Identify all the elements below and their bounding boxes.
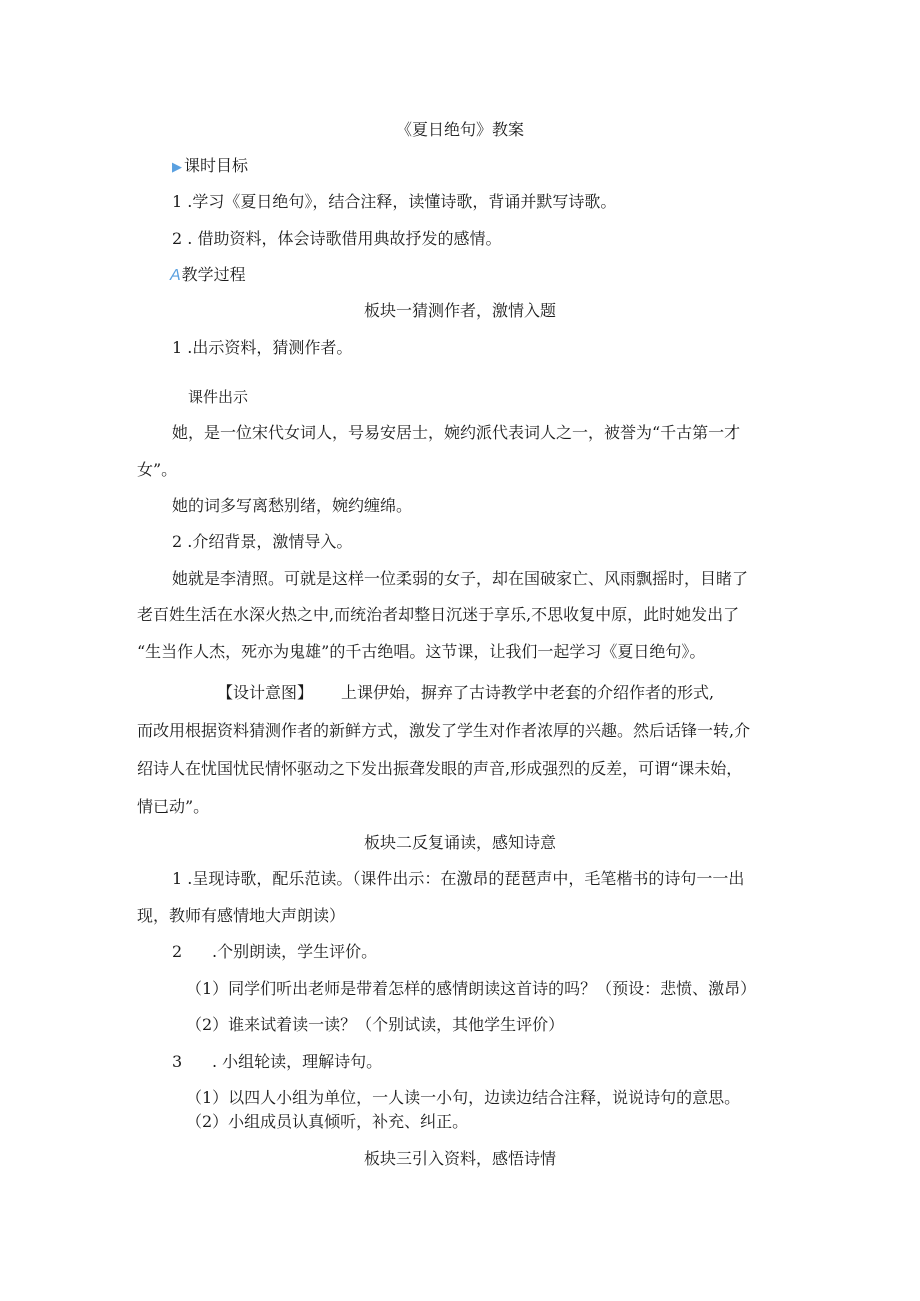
goal-item-1: 1 .学习《夏日绝句》，结合注释，读懂诗歌，背诵并默写诗歌。 xyxy=(172,192,617,211)
block2-step-2 xyxy=(172,942,377,962)
block2-step-3-text: . 小组轮读，理解诗句。 xyxy=(212,1052,383,1071)
block2-title: 板块二反复诵读，感知诗意 xyxy=(363,833,556,852)
block2-step-3-sub-2: （2）小组成员认真倾听，补充、纠正。 xyxy=(186,1112,469,1131)
goal-item-2: 2 . 借助资料，体会诗歌借用典故抒发的感情。 xyxy=(172,229,502,248)
block3-title: 板块三引入资料，感悟诗情 xyxy=(363,1149,556,1168)
block2-step-2-sub-2: （2）谁来试着读一读？（个别试读，其他学生评价） xyxy=(186,1015,565,1034)
design-intent-line-2: 而改用根据资料猜测作者的新鲜方式，激发了学生对作者浓厚的兴趣。然后话锋一转,介 xyxy=(137,721,751,740)
courseware-paragraph-2: 她的词多写离愁别绪，婉约缠绵。 xyxy=(172,496,413,515)
block2-step-2-sub-1: （1）同学们听出老师是带着怎样的感情朗读这首诗的吗？（预设：悲愤、激昂） xyxy=(186,979,757,998)
section-process-label: 教学过程 xyxy=(181,265,246,284)
block2-step-1-line-2: 现，教师有感情地大声朗读） xyxy=(137,906,346,925)
section-marker-icon: A xyxy=(170,267,181,284)
block2-step-2-text: .个别朗读，学生评价。 xyxy=(212,942,378,961)
courseware-paragraph-1-line-1: 她，是一位宋代女词人，号易安居士，婉约派代表词人之一，被誉为“千古第一才 xyxy=(172,423,741,442)
design-intent-line-4: 情已动”。 xyxy=(137,797,210,816)
section-process-heading xyxy=(170,265,246,286)
background-line-2: 老百姓生活在水深火热之中,而统治者却整日沉迷于享乐,不思收复中原，此时她发出了 xyxy=(137,605,740,624)
block2-step-3 xyxy=(172,1052,382,1072)
page-title: 《夏日绝句》教案 xyxy=(395,120,524,139)
block1-title: 板块一猜测作者，激情入题 xyxy=(363,301,556,320)
design-intent-line-1: 上课伊始，摒弃了古诗教学中老套的介绍作者的形式, xyxy=(341,683,715,702)
courseware-paragraph-1-line-2: 女”。 xyxy=(137,460,178,479)
block2-step-3-number: 3 xyxy=(172,1052,183,1071)
section-goals-label: 课时目标 xyxy=(184,156,249,175)
design-intent-label: 【设计意图】 xyxy=(217,683,314,702)
block2-step-2-number: 2 xyxy=(172,942,183,961)
background-line-1: 她就是李清照。可就是这样一位柔弱的女子，却在国破家亡、风雨飘摇时，目睹了 xyxy=(172,569,749,588)
block2-step-1-line-1: 1 .呈现诗歌，配乐范读。（课件出示：在激昂的琵琶声中，毛笔楷书的诗句一一出 xyxy=(172,869,745,888)
block2-step-3-sub-1: （1）以四人小组为单位，一人读一小句，边读边结合注释，说说诗句的意思。 xyxy=(186,1088,741,1107)
block1-step-1: 1 .出示资料，猜测作者。 xyxy=(172,338,353,357)
courseware-label: 课件出示 xyxy=(188,388,249,406)
section-goals-heading xyxy=(172,156,248,178)
triangle-bullet-icon: ▶ xyxy=(172,160,182,175)
background-line-3: “生当作人杰，死亦为鬼雄”的千古绝唱。这节课，让我们一起学习《夏日绝句》。 xyxy=(137,642,706,661)
design-intent-line-3: 绍诗人在忧国忧民情怀驱动之下发出振聋发眼的声音,形成强烈的反差，可谓“课未始， xyxy=(137,759,743,778)
block1-step-2: 2 .介绍背景，激情导入。 xyxy=(172,532,353,551)
